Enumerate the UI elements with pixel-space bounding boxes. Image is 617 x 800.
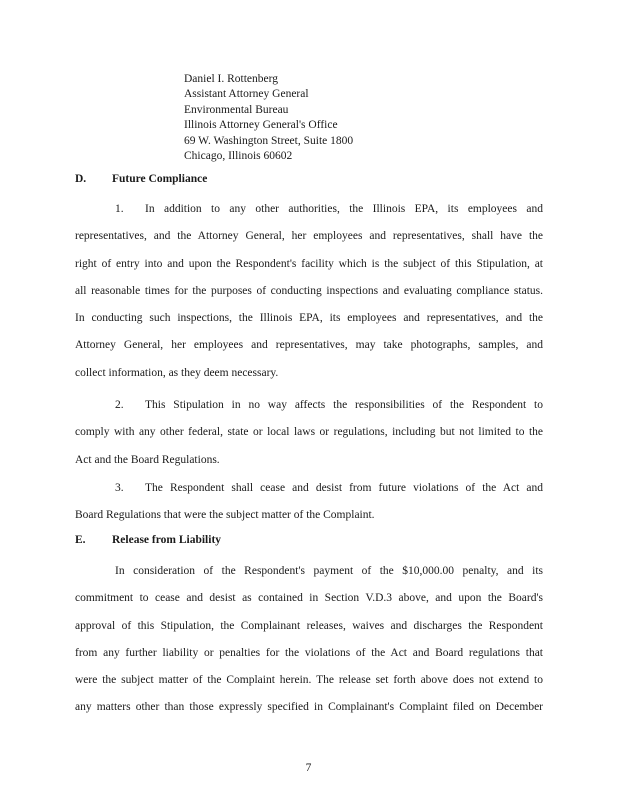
section-d-heading xyxy=(75,173,207,185)
section-title: Future Compliance xyxy=(112,173,208,185)
address-line: Environmental Bureau xyxy=(184,103,289,116)
paragraph-line: any matters other than those expressly specified in Complainant's Complaint filed on December xyxy=(75,701,543,714)
paragraph-line: In consideration of the Respondent's payment of the $10,000.00 penalty, and its xyxy=(115,565,543,577)
section-letter: D. xyxy=(75,173,87,185)
paragraph-line: comply with any other federal, state or local laws or regulations, including but not limited to the xyxy=(75,426,543,439)
paragraph-line: commitment to cease and desist as contained in Section V.D.3 above, and upon the Board's xyxy=(75,592,543,605)
address-line: Daniel I. Rottenberg xyxy=(184,73,278,85)
paragraph-line: collect information, as they deem necessary. xyxy=(75,366,279,379)
paragraph-number: 1. xyxy=(115,203,124,215)
paragraph-line: 2. This Stipulation in no way affects the responsibilities of the Respondent to xyxy=(75,392,543,419)
paragraph-line: Act and the Board Regulations. xyxy=(75,453,220,466)
paragraph-2 xyxy=(75,392,543,474)
paragraph-number: 2. xyxy=(115,399,124,411)
paragraph-1 xyxy=(75,196,543,387)
paragraph-line: Attorney General, her employees and representatives, may take photographs, samples, and xyxy=(75,339,543,352)
section-letter: E. xyxy=(75,534,86,546)
paragraph-line: from any further liability or penalties for the violations of the Act and Board regulations that xyxy=(75,646,543,659)
paragraph-4 xyxy=(75,558,543,722)
paragraph-line: 1. In addition to any other authorities, the Illinois EPA, its employees and xyxy=(75,196,543,223)
paragraph-line: Board Regulations that were the subject matter of the Complaint. xyxy=(75,509,375,522)
address-block xyxy=(184,72,353,164)
address-line: Chicago, Illinois 60602 xyxy=(184,150,293,163)
section-e-heading xyxy=(75,534,221,546)
section-title: Release from Liability xyxy=(112,534,222,546)
address-line: 69 W. Washington Street, Suite 1800 xyxy=(184,134,354,147)
paragraph-line: right of entry into and upon the Respondent's facility which is the subject of this Stipulation, at xyxy=(75,257,543,270)
paragraph-line: 3. The Respondent shall cease and desist from future violations of the Act and xyxy=(75,475,543,502)
paragraph-3 xyxy=(75,475,543,530)
paragraph-line: all reasonable times for the purposes of conducting inspections and evaluating compliance status. xyxy=(75,284,543,297)
paragraph-line: approval of this Stipulation, the Complainant releases, waives and discharges the Respondent xyxy=(75,619,543,632)
paragraph-line: representatives, and the Attorney General, her employees and representatives, shall have the xyxy=(75,230,543,243)
page-number: 7 xyxy=(305,762,312,774)
address-line: Illinois Attorney General's Office xyxy=(184,119,338,132)
paragraph-line: In conducting such inspections, the Illinois EPA, its employees and representatives, and the xyxy=(75,312,543,325)
paragraph-line: were the subject matter of the Complaint herein. The release set forth above does not extend to xyxy=(75,674,543,687)
paragraph-number: 3. xyxy=(115,482,124,494)
address-line: Assistant Attorney General xyxy=(184,88,309,101)
